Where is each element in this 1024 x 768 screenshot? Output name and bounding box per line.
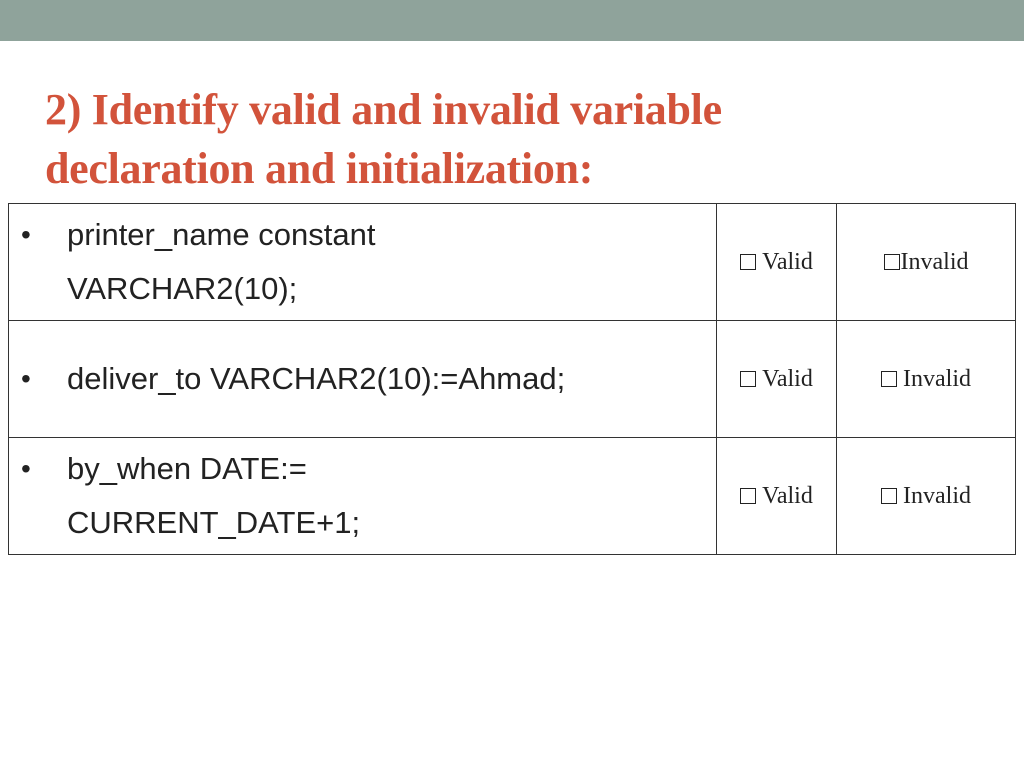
table-row <box>9 321 1016 438</box>
statement-cell <box>9 321 717 438</box>
valid-label: Valid <box>762 248 813 275</box>
checkbox-icon[interactable] <box>881 488 897 504</box>
bullet: • <box>21 453 31 484</box>
bullet: • <box>21 363 31 394</box>
title-line-1: 2) Identify valid and invalid variable <box>45 85 722 134</box>
statement-text <box>67 442 697 550</box>
valid-label: Valid <box>762 365 813 392</box>
bullet: • <box>21 219 31 250</box>
checkbox-icon[interactable] <box>881 371 897 387</box>
top-banner <box>0 0 1024 41</box>
valid-option[interactable] <box>717 204 837 321</box>
invalid-label: Invalid <box>900 248 969 275</box>
invalid-label: Invalid <box>903 365 971 392</box>
valid-option[interactable] <box>717 438 837 555</box>
slide-title <box>45 80 1005 198</box>
invalid-option[interactable] <box>837 204 1016 321</box>
statement-text <box>67 352 697 406</box>
valid-label: Valid <box>762 482 813 509</box>
statement-text <box>67 208 697 316</box>
invalid-label: Invalid <box>903 482 971 509</box>
invalid-option[interactable] <box>837 438 1016 555</box>
quiz-table <box>8 203 1016 555</box>
checkbox-icon[interactable] <box>740 488 756 504</box>
statement-line: VARCHAR2(10); <box>67 271 298 306</box>
checkbox-icon[interactable] <box>740 371 756 387</box>
statement-cell <box>9 204 717 321</box>
statement-line: deliver_to VARCHAR2(10):=Ahmad; <box>67 361 566 396</box>
statement-line: by_when DATE:= <box>67 451 307 486</box>
statement-cell <box>9 438 717 555</box>
statement-line: CURRENT_DATE+1; <box>67 505 361 540</box>
table-row <box>9 438 1016 555</box>
checkbox-icon[interactable] <box>884 254 900 270</box>
checkbox-icon[interactable] <box>740 254 756 270</box>
statement-line: printer_name constant <box>67 217 376 252</box>
invalid-option[interactable] <box>837 321 1016 438</box>
title-line-2: declaration and initialization: <box>45 144 594 193</box>
table-row <box>9 204 1016 321</box>
valid-option[interactable] <box>717 321 837 438</box>
